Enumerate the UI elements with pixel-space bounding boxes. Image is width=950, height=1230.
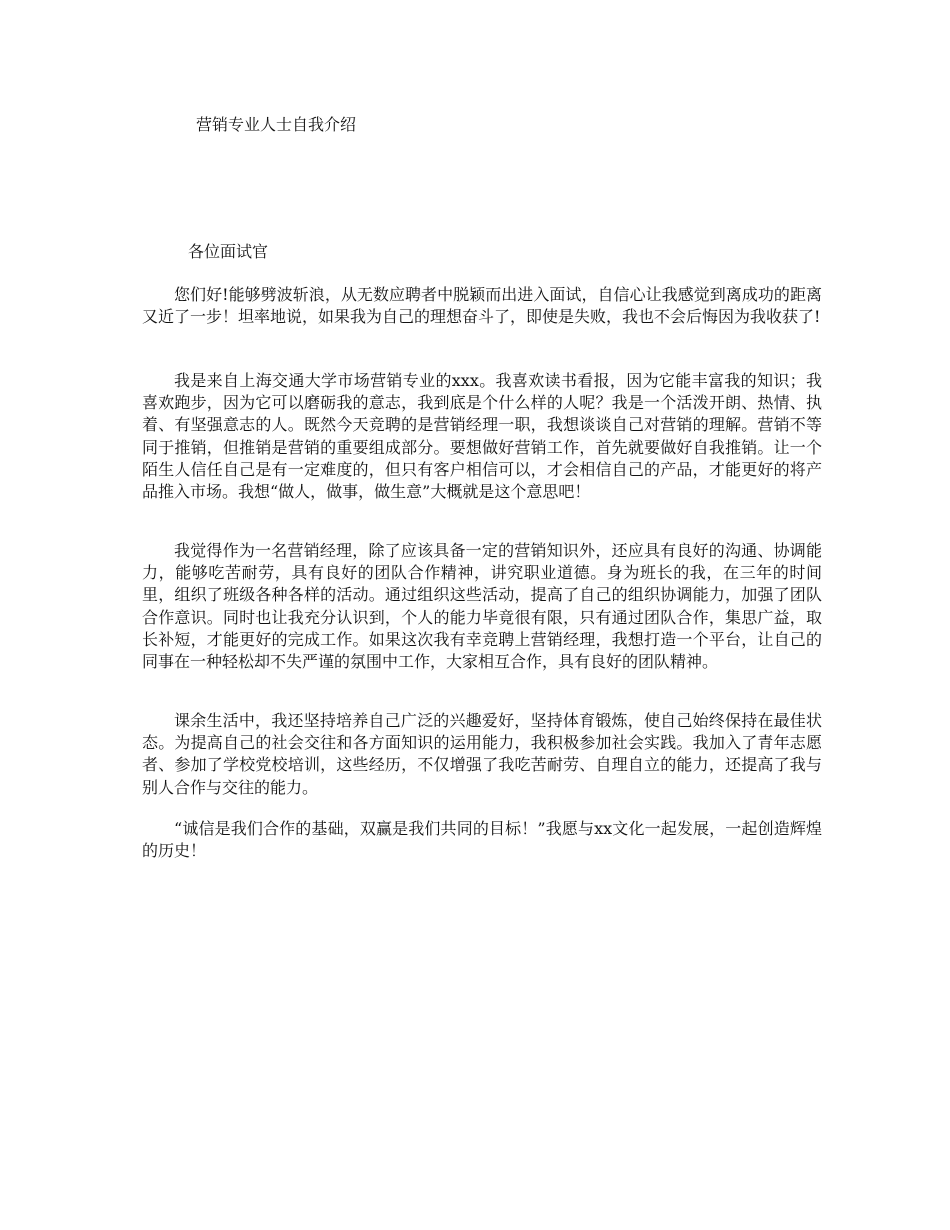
- paragraph-extracurricular: 课余生活中，我还坚持培养自己广泛的兴趣爱好，坚持体育锻炼，使自己始终保持在最佳状态。为提高自己的社会交往和各方面知识的运用能力，我积极参加社会实践。我加入了青年志愿者、参加了学校党校培训，这些经历，不仅增强了我吃苦耐劳、自理自立的能力，还提高了我与别人合作与交往的能力。: [142, 711, 822, 797]
- paragraph-greeting: 您们好!能够劈波斩浪，从无数应聘者中脱颖而出进入面试，自信心让我感觉到离成功的距离又近了一步！坦率地说，如果我为自己的理想奋斗了，即使是失败，我也不会后悔因为我收获了!: [142, 285, 822, 327]
- salutation: 各位面试官: [188, 242, 269, 261]
- document-title: 营销专业人士自我介绍: [196, 115, 357, 134]
- paragraph-closing: “诚信是我们合作的基础，双赢是我们共同的目标！”我愿与xx文化一起发展，一起创造辉煌的历史！: [142, 819, 822, 861]
- paragraph-background: 我是来自上海交通大学市场营销专业的xxx。我喜欢读书看报，因为它能丰富我的知识；我喜欢跑步，因为它可以磨砺我的意志，我到底是个什么样的人呢？我是一个活泼开朗、热情、执着、有坚强意志的人。既然今天竞聘的是营销经理一职，我想谈谈自己对营销的理解。营销不等同于推销，但推销是营销的重要组成部分。要想做好营销工作，首先就要做好自我推销。让一个陌生人信任自己是有一定难度的，但只有客户相信可以，才会相信自己的产品，才能更好的将产品推入市场。我想“做人，做事，做生意”大概就是这个意思吧！: [142, 371, 822, 502]
- paragraph-management-skills: 我觉得作为一名营销经理，除了应该具备一定的营销知识外，还应具有良好的沟通、协调能力，能够吃苦耐劳，具有良好的团队合作精神，讲究职业道德。身为班长的我，在三年的时间里，组织了班级各种各样的活动。通过组织这些活动，提高了自己的组织协调能力，加强了团队合作意识。同时也让我充分认识到，个人的能力毕竟很有限，只有通过团队合作，集思广益，取长补短，才能更好的完成工作。如果这次我有幸竞聘上营销经理，我想打造一个平台，让自己的同事在一种轻松却不失严谨的氛围中工作，大家相互合作，具有良好的团队精神。: [142, 541, 822, 672]
